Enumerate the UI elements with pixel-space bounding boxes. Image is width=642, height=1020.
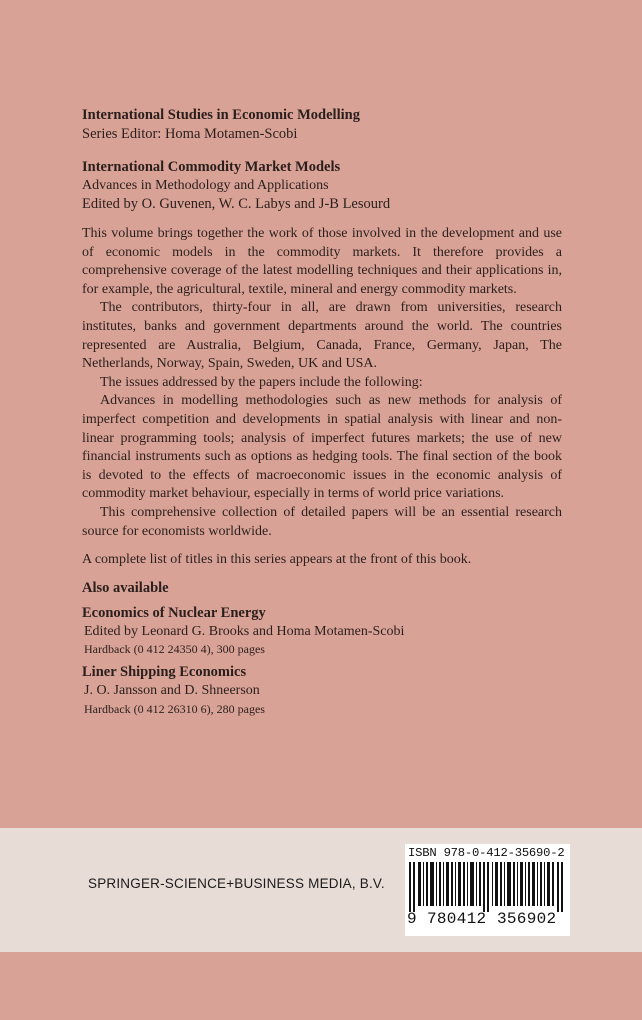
barcode-bar — [455, 862, 456, 906]
also-available-title: Liner Shipping Economics — [82, 664, 247, 681]
description-paragraph: Advances in modelling methodologies such as new methods for analysis of imperfect competition and developments in spatial analysis with linear and non-linear programming tools; analysis of imperfect futures markets; the use of new financial instruments such as options as hedging tools. The final section of the book is devoted to the effects of macroeconomic issues in the economic analysis of commodity market behaviour, especially in terms of world price variations. — [82, 393, 562, 502]
barcode-bar — [409, 862, 411, 912]
barcode-bar — [463, 862, 465, 906]
barcode-bar — [532, 862, 535, 906]
barcode-bar — [520, 862, 523, 906]
also-available-item — [82, 604, 562, 658]
description-paragraph: This volume brings together the work of those involved in the development and use of economic models in the commodity markets. It therefore provides a comprehensive coverage of the latest modelling techniques and their applications in, for example, the agricultural, textile, mineral and energy commodity markets. — [82, 226, 562, 297]
also-available-authors: J. O. Jansson and D. Shneerson — [84, 683, 260, 699]
book-editors: Edited by O. Guvenen, W. C. Labys and J-B Lesourd — [82, 196, 391, 212]
also-available-authors: Edited by Leonard G. Brooks and Homa Motamen-Scobi — [84, 623, 405, 639]
barcode-bar — [492, 862, 493, 906]
barcode-bar — [507, 862, 511, 906]
also-available-heading: Also available — [82, 579, 169, 596]
description-paragraph: The issues addressed by the papers include the following: — [100, 374, 423, 390]
ean-right-digits: 356902 — [497, 910, 557, 928]
barcode-bar — [525, 862, 526, 906]
book-subtitle: Advances in Methodology and Applications — [82, 178, 329, 193]
barcode-bar — [451, 862, 453, 906]
barcode-bars — [409, 862, 567, 912]
series-title: International Studies in Economic Modelling — [82, 107, 360, 123]
description — [82, 225, 562, 541]
barcode-bar — [557, 862, 559, 912]
barcode-bar — [436, 862, 437, 906]
description-paragraph: The contributors, thirty-four in all, are drawn from universities, research institutes, banks and government departments around the world. The countries represented are Australia, Belgium, Canada, France, Germany, Japan, The Netherlands, Norway, Spain, Sweden, UK and USA. — [82, 300, 562, 372]
barcode-bar — [495, 862, 498, 906]
also-available-title: Economics of Nuclear Energy — [82, 604, 266, 621]
ean-left-digits: 780412 — [427, 910, 487, 928]
barcode-bar — [479, 862, 481, 906]
barcode-bar — [528, 862, 530, 906]
barcode-bar — [483, 862, 485, 912]
series-note: A complete list of titles in this series appears at the front of this book. — [82, 552, 472, 568]
barcode-bar — [544, 862, 545, 906]
barcode-bar — [413, 862, 415, 912]
barcode-bar — [513, 862, 515, 906]
description-paragraph: This comprehensive collection of detailed papers will be an essential research source for economists worldwide. — [82, 504, 562, 539]
barcode-bar — [423, 862, 424, 906]
cover-text — [82, 106, 562, 717]
barcode-bar — [467, 862, 468, 906]
barcode-bar — [547, 862, 550, 906]
barcode-bar — [517, 862, 518, 906]
barcode-bar — [430, 862, 434, 906]
barcode-bar — [504, 862, 505, 906]
ean-first-digit: 9 — [407, 910, 417, 928]
barcode-bar — [552, 862, 554, 906]
barcode-bar — [418, 862, 421, 906]
barcode-bar — [487, 862, 489, 912]
barcode-bar-group — [409, 862, 563, 912]
barcode-bar — [476, 862, 477, 906]
barcode-bar — [561, 862, 563, 912]
series-editor: Series Editor: Homa Motamen-Scobi — [82, 126, 298, 142]
barcode-bar — [540, 862, 542, 906]
isbn-text: ISBN 978-0-412-35690-2 — [408, 846, 565, 860]
book-title: International Commodity Market Models — [82, 159, 341, 175]
barcode — [405, 844, 570, 936]
barcode-bar — [470, 862, 474, 906]
barcode-bar — [446, 862, 449, 906]
also-available-hardback: Hardback (0 412 26310 6), 280 pages — [84, 701, 265, 716]
also-available-hardback: Hardback (0 412 24350 4), 300 pages — [84, 642, 265, 657]
barcode-bar — [458, 862, 461, 906]
barcode-bar — [426, 862, 428, 906]
also-available-item — [82, 663, 562, 717]
barcode-bar — [500, 862, 502, 906]
barcode-bar — [443, 862, 444, 906]
barcode-bar — [537, 862, 538, 906]
barcode-bar — [439, 862, 441, 906]
publisher: SPRINGER-SCIENCE+BUSINESS MEDIA, B.V. — [88, 876, 385, 891]
